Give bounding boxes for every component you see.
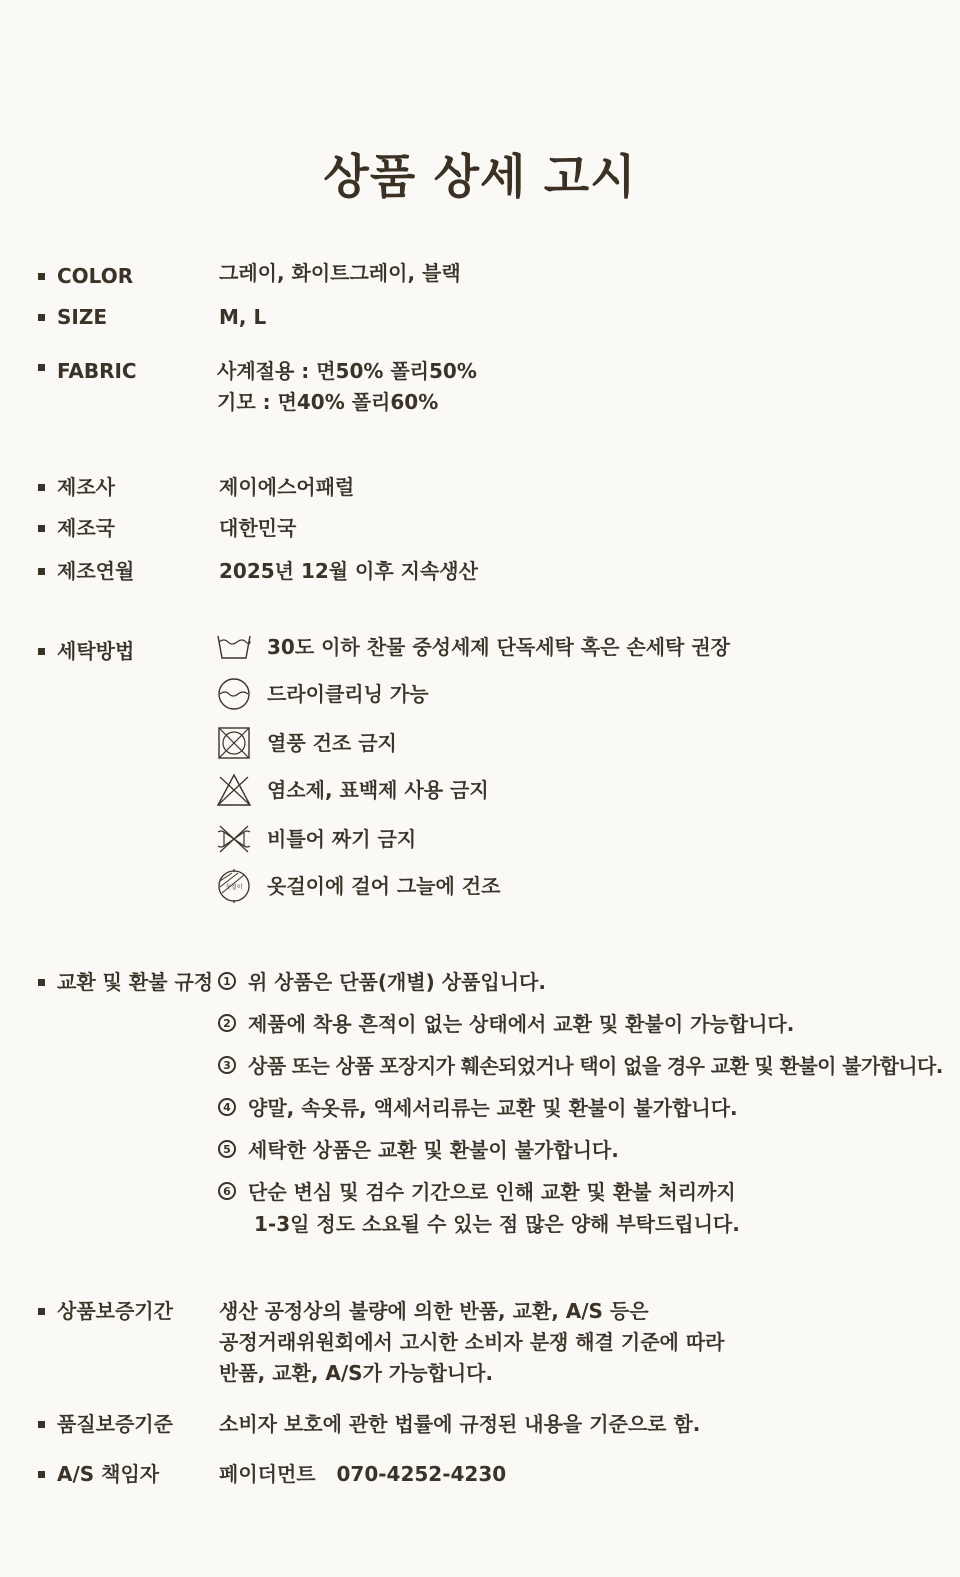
no-bleach-icon: [216, 773, 252, 807]
care-item: [216, 773, 916, 807]
bullet: [38, 273, 45, 280]
bullet: [38, 568, 45, 575]
bullet: [38, 314, 45, 321]
bullet: [38, 1471, 45, 1478]
care-text: 비틀어 짜기 금지: [267, 827, 417, 851]
care-item: [216, 677, 916, 711]
washing-label: 세탁방법: [57, 639, 135, 663]
bullet: [38, 648, 45, 655]
page-title: 상품 상세 고시: [323, 150, 637, 205]
care-item: [216, 630, 916, 664]
spec-label: 제조사: [57, 475, 115, 499]
policy-number: 1: [218, 972, 236, 990]
spec-value: M, L: [219, 305, 267, 329]
care-item: [216, 726, 916, 760]
policy-text: 위 상품은 단품(개별) 상품입니다.: [248, 970, 546, 994]
policy-text: 단순 변심 및 검수 기간으로 인해 교환 및 환불 처리까지: [248, 1180, 736, 1204]
policy-number: 3: [218, 1056, 236, 1074]
spec-label: FABRIC: [57, 359, 137, 383]
no-tumble-dry-icon: [216, 726, 252, 760]
spec-label: COLOR: [57, 264, 134, 288]
warranty-line1: 생산 공정상의 불량에 의한 반품, 교환, A/S 등은: [219, 1299, 649, 1323]
bullet: [38, 979, 45, 986]
wash-tub-30-icon: [216, 630, 252, 664]
quality-value: 소비자 보호에 관한 법률에 규정된 내용을 기준으로 함.: [219, 1412, 701, 1436]
as-value: 페이더먼트 070-4252-4230: [219, 1462, 507, 1486]
spec-value: 제이에스어패럴: [219, 475, 355, 499]
policy-text: 제품에 착용 흔적이 없는 상태에서 교환 및 환불이 가능합니다.: [248, 1012, 795, 1036]
spec-label: 제조연월: [57, 559, 135, 583]
bullet: [38, 1421, 45, 1428]
policy-label: 교환 및 환불 규정: [57, 970, 214, 994]
warranty-label: 상품보증기간: [57, 1299, 173, 1323]
care-text: 열풍 건조 금지: [267, 731, 397, 755]
policy-text: 상품 또는 상품 포장지가 훼손되었거나 택이 없을 경우 교환 및 환불이 불가합니다.: [248, 1054, 943, 1078]
care-text: 옷걸이에 걸어 그늘에 건조: [267, 874, 501, 898]
care-text: 30도 이하 찬물 중성세제 단독세탁 혹은 손세탁 권장: [267, 635, 730, 659]
hanger-shade-dry-icon: [216, 869, 252, 903]
spec-value: 대한민국: [219, 516, 297, 540]
care-text: 염소제, 표백제 사용 금지: [267, 778, 489, 802]
policy-text: 양말, 속옷류, 액세서리류는 교환 및 환불이 불가합니다.: [248, 1096, 738, 1120]
hanger-icon-text: 옷걸이: [225, 884, 243, 891]
spec-value-line2: 기모 : 면40% 폴리60%: [217, 390, 439, 414]
care-item: [216, 822, 916, 856]
spec-value: 그레이, 화이트그레이, 블랙: [219, 261, 461, 285]
bullet: [38, 364, 45, 371]
care-text: 드라이클리닝 가능: [267, 682, 429, 706]
care-item: [216, 869, 916, 903]
warranty-line3: 반품, 교환, A/S가 가능합니다.: [219, 1361, 494, 1385]
spec-value: 2025년 12월 이후 지속생산: [219, 559, 478, 583]
spec-label: SIZE: [57, 305, 108, 329]
policy-number: 5: [218, 1140, 236, 1158]
bullet: [38, 1308, 45, 1315]
bullet: [38, 484, 45, 491]
spec-value-line1: 사계절용 : 면50% 폴리50%: [217, 359, 477, 383]
quality-label: 품질보증기준: [57, 1412, 173, 1436]
policy-text: 세탁한 상품은 교환 및 환불이 불가합니다.: [248, 1138, 619, 1162]
as-label: A/S 책임자: [57, 1462, 160, 1486]
policy-number: 6: [218, 1182, 236, 1200]
spec-label: 제조국: [57, 516, 115, 540]
bullet: [38, 525, 45, 532]
policy-number: 4: [218, 1098, 236, 1116]
no-wring-icon: [216, 822, 252, 856]
policy-number: 2: [218, 1014, 236, 1032]
dry-clean-icon: [216, 677, 252, 711]
policy-text-line2: 1-3일 정도 소요될 수 있는 점 많은 양해 부탁드립니다.: [254, 1212, 740, 1236]
warranty-line2: 공정거래위원회에서 고시한 소비자 분쟁 해결 기준에 따라: [219, 1330, 725, 1354]
